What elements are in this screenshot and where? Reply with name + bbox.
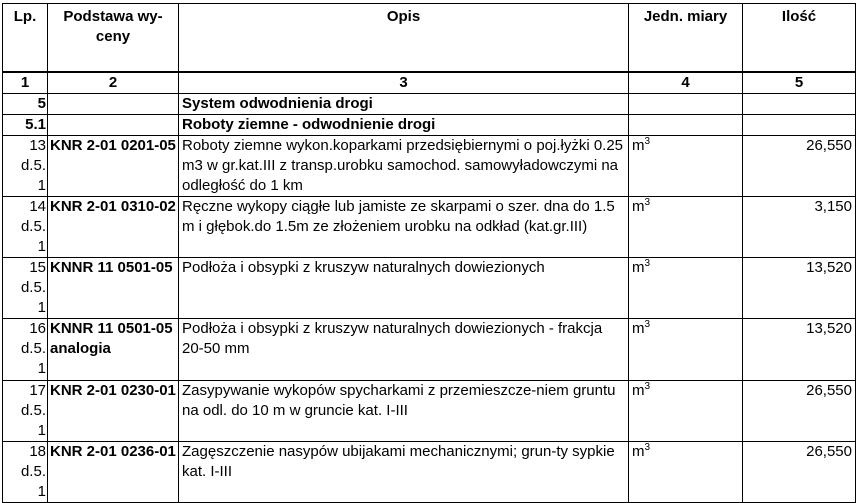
- item-base: KNNR 11 0501-05 analogia: [48, 319, 179, 381]
- header-opis: Opis: [179, 4, 629, 73]
- table-row: [3, 258, 856, 319]
- item-unit: [629, 258, 743, 319]
- item-quantity: 13,520: [743, 258, 856, 319]
- item-base: KNR 2-01 0310-02: [48, 197, 179, 258]
- section-row: [3, 115, 856, 136]
- item-description: Ręczne wykopy ciągłe lub jamiste ze skarpami o szer. dna do 1.5 m i głębok.do 1.5m ze złożeniem urobku na odkład (kat.gr.III): [179, 197, 629, 258]
- unit-exponent: 3: [644, 319, 651, 330]
- unit-exponent: 3: [644, 258, 651, 269]
- unit-text: m: [632, 443, 645, 460]
- header-lp: Lp.: [3, 4, 48, 73]
- item-quantity: 26,550: [743, 136, 856, 197]
- item-number-line: 1: [37, 299, 46, 316]
- item-unit: [629, 442, 743, 503]
- section-qty-empty: [743, 94, 856, 115]
- unit-exponent: 3: [644, 136, 651, 147]
- item-base: KNR 2-01 0230-01: [48, 381, 179, 442]
- item-quantity: 3,150: [743, 197, 856, 258]
- item-number-line: d.5.: [20, 157, 46, 174]
- item-number-line: 1: [37, 422, 46, 439]
- item-number-line: 16: [29, 320, 46, 337]
- section-number: 5: [3, 94, 48, 115]
- item-unit: [629, 381, 743, 442]
- item-base: KNNR 11 0501-05: [48, 258, 179, 319]
- column-number: 5: [743, 72, 856, 94]
- item-number-line: 14: [29, 198, 46, 215]
- item-number: [3, 381, 48, 442]
- item-number: [3, 197, 48, 258]
- item-number-line: d.5.: [20, 463, 46, 480]
- unit-text: m: [632, 320, 645, 337]
- item-quantity: 26,550: [743, 442, 856, 503]
- item-number-line: d.5.: [20, 340, 46, 357]
- section-qty-empty: [743, 115, 856, 136]
- column-number: 4: [629, 72, 743, 94]
- unit-text: m: [632, 382, 645, 399]
- section-unit-empty: [629, 94, 743, 115]
- item-number: [3, 136, 48, 197]
- unit-exponent: 3: [644, 197, 651, 208]
- item-number-line: 1: [37, 177, 46, 194]
- item-number-line: d.5.: [20, 218, 46, 235]
- item-number-line: 1: [37, 238, 46, 255]
- item-base: KNR 2-01 0236-01: [48, 442, 179, 503]
- section-number: 5.1: [3, 115, 48, 136]
- header-row: [3, 4, 856, 73]
- section-base-empty: [48, 94, 179, 115]
- item-number: [3, 319, 48, 381]
- table-row: [3, 136, 856, 197]
- header-jedn: Jedn. miary: [629, 4, 743, 73]
- cost-estimate-table: [2, 3, 856, 503]
- section-row: [3, 94, 856, 115]
- item-quantity: 26,550: [743, 381, 856, 442]
- section-base-empty: [48, 115, 179, 136]
- item-description: Zagęszczenie nasypów ubijakami mechanicznymi; grun-ty sypkie kat. I-III: [179, 442, 629, 503]
- item-description: Podłoża i obsypki z kruszyw naturalnych dowiezionych - frakcja 20-50 mm: [179, 319, 629, 381]
- item-description: Roboty ziemne wykon.koparkami przedsiębiernymi o poj.łyżki 0.25 m3 w gr.kat.III z transp.urobku samochod. samowyładowczymi na odległość do 1 km: [179, 136, 629, 197]
- unit-text: m: [632, 259, 645, 276]
- column-number: 2: [48, 72, 179, 94]
- item-number-line: 17: [29, 382, 46, 399]
- item-number: [3, 442, 48, 503]
- item-number-line: d.5.: [20, 279, 46, 296]
- item-number-line: d.5.: [20, 402, 46, 419]
- item-number: [3, 258, 48, 319]
- item-unit: [629, 319, 743, 381]
- table-row: [3, 319, 856, 381]
- item-description: Podłoża i obsypki z kruszyw naturalnych dowiezionych: [179, 258, 629, 319]
- section-title: Roboty ziemne - odwodnienie drogi: [179, 115, 629, 136]
- item-unit: [629, 197, 743, 258]
- item-number-line: 18: [29, 443, 46, 460]
- unit-text: m: [632, 198, 645, 215]
- unit-text: m: [632, 137, 645, 154]
- header-podstawa: Podstawa wy-ceny: [48, 4, 179, 73]
- column-number-row: [3, 72, 856, 94]
- table-row: [3, 197, 856, 258]
- section-title: System odwodnienia drogi: [179, 94, 629, 115]
- item-number-line: 1: [37, 360, 46, 377]
- section-unit-empty: [629, 115, 743, 136]
- item-quantity: 13,520: [743, 319, 856, 381]
- column-number: 1: [3, 72, 48, 94]
- item-number-line: 1: [37, 483, 46, 500]
- unit-exponent: 3: [644, 381, 651, 392]
- table-row: [3, 442, 856, 503]
- unit-exponent: 3: [644, 442, 651, 453]
- item-unit: [629, 136, 743, 197]
- item-description: Zasypywanie wykopów spycharkami z przemieszcze-niem gruntu na odl. do 10 m w gruncie kat. I-III: [179, 381, 629, 442]
- column-number: 3: [179, 72, 629, 94]
- item-base: KNR 2-01 0201-05: [48, 136, 179, 197]
- table-row: [3, 381, 856, 442]
- item-number-line: 13: [29, 137, 46, 154]
- item-number-line: 15: [29, 259, 46, 276]
- header-ilosc: Ilość: [743, 4, 856, 73]
